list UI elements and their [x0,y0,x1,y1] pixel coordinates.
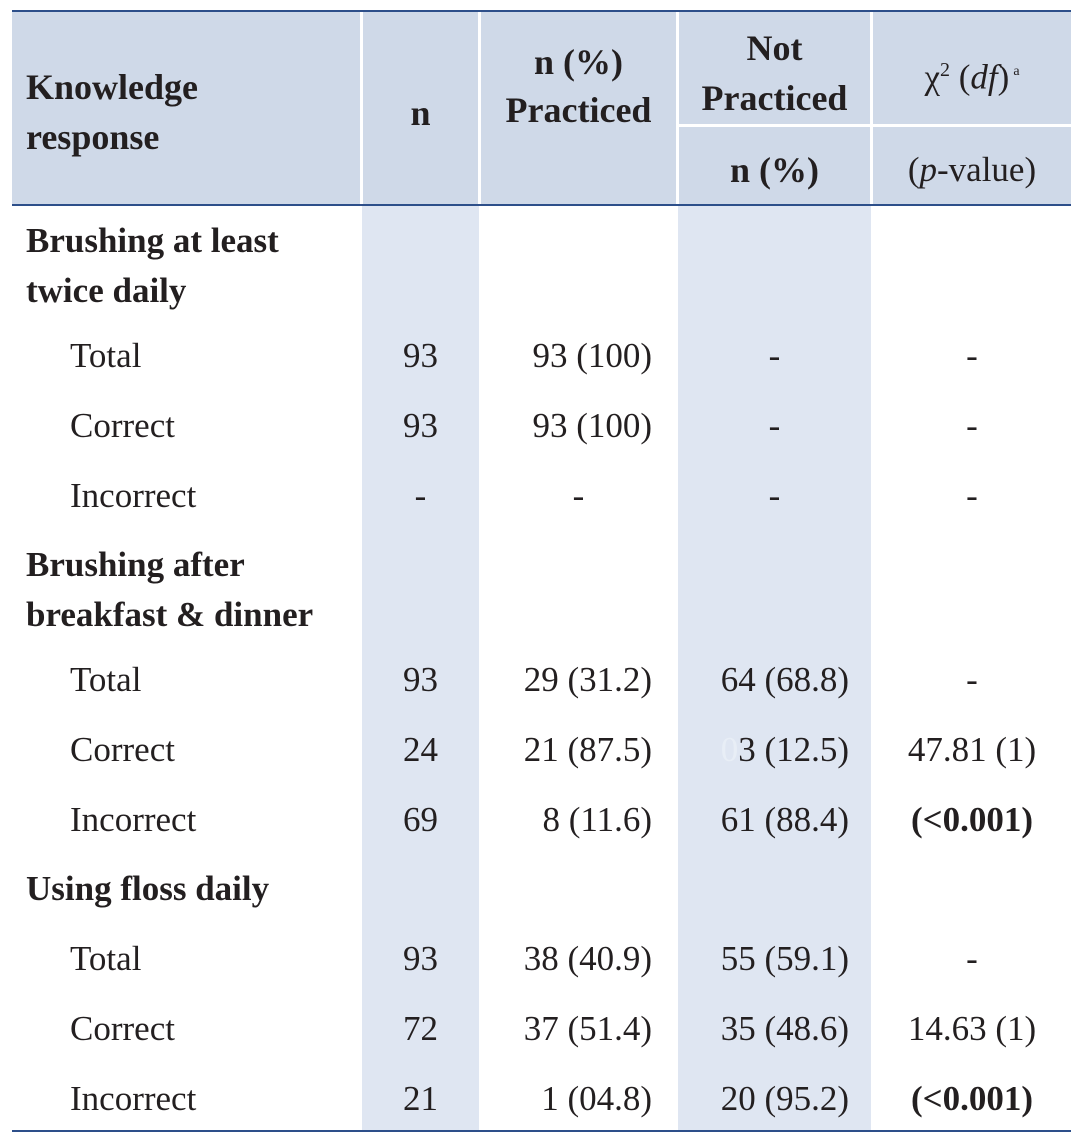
header-p-value [873,150,1071,190]
cell-chi: - [966,336,978,375]
row-label: Incorrect [70,1079,197,1118]
section-title: Using floss daily [26,869,270,908]
cell-chi: - [966,660,978,699]
row-label: Correct [70,406,175,445]
p-suffix: -value) [937,150,1037,189]
cell-not-practiced: - [768,336,781,375]
cell-not-practiced: 20 (95.2) [720,1079,849,1118]
cell-not-practiced: - [768,476,781,515]
cell-p-value: (<0.001) [910,1079,1033,1118]
section-title: twice daily [26,271,187,310]
row-label: Correct [70,730,175,769]
cell-chi: 47.81 (1) [907,730,1037,769]
header-n: n [410,93,431,133]
header-not-practiced-sub: n (%) [730,150,819,190]
header-not-practiced-line1: Not [746,28,803,68]
header-knowledge-response-line2: response [26,117,160,157]
cell-n: 93 [403,336,438,375]
cell-not-practiced [679,730,849,770]
footnote-marker: a [1013,64,1020,79]
row-label: Total [70,660,142,699]
header-chi-square: $\chi^2$ (df) $^a$ [924,57,1020,97]
cell-practiced: 38 (40.9) [523,939,652,978]
bottom-rule [12,1130,1071,1132]
cell-p-value: (<0.001) [910,800,1033,839]
cell-n: 93 [403,660,438,699]
cell-n: 72 [403,1009,438,1048]
cell-n: 21 [403,1079,438,1118]
header-subdivider [678,124,1071,127]
header-practiced-line1: n (%) [534,42,623,82]
header-practiced-line2: Practiced [505,90,652,130]
cell-practiced: 1 (04.8) [541,1079,652,1118]
cell-practiced: 8 (11.6) [542,800,652,839]
cell-not-practiced: 64 (68.8) [720,660,849,699]
cell-practiced: 93 (100) [532,406,652,445]
cell-chi: - [966,476,978,515]
cell-not-practiced: 35 (48.6) [720,1009,849,1048]
chi-symbol: χ [924,57,941,97]
cell-n: 93 [403,939,438,978]
row-label: Incorrect [70,476,197,515]
cell-chi: 14.63 (1) [907,1009,1037,1048]
cell-not-practiced: 61 (88.4) [720,800,849,839]
header-not-practiced-line2: Practiced [701,78,848,118]
not-practiced-value: 3 (12.5) [738,730,849,769]
cell-practiced: 37 (51.4) [523,1009,652,1048]
cell-practiced: - [572,476,585,515]
header-knowledge-response-line1: Knowledge [26,67,199,107]
cell-n: 69 [403,800,438,839]
top-rule [12,10,1071,12]
results-table [12,10,1071,1134]
cell-n: 93 [403,406,438,445]
cell-not-practiced: - [768,406,781,445]
row-label: Total [70,939,142,978]
df-label: df [970,57,998,97]
chi-superscript: 2 [940,59,951,81]
section-title: Brushing at least [26,221,279,260]
cell-practiced: 21 (87.5) [523,730,652,769]
ghost-digit: 0 [720,730,739,769]
p-letter: p [919,150,938,189]
cell-chi: - [966,406,978,445]
cell-practiced: 29 (31.2) [523,660,652,699]
cell-practiced: 93 (100) [532,336,652,375]
section-title: Brushing after [26,545,245,584]
row-label: Incorrect [70,800,197,839]
cell-n: 24 [403,730,438,769]
p-open-paren: ( [907,150,920,189]
cell-chi: - [966,939,978,978]
row-label: Total [70,336,142,375]
section-title: breakfast & dinner [26,595,314,634]
row-label: Correct [70,1009,175,1048]
cell-n: - [414,476,427,515]
cell-not-practiced: 55 (59.1) [720,939,849,978]
header-rule [12,204,1071,206]
